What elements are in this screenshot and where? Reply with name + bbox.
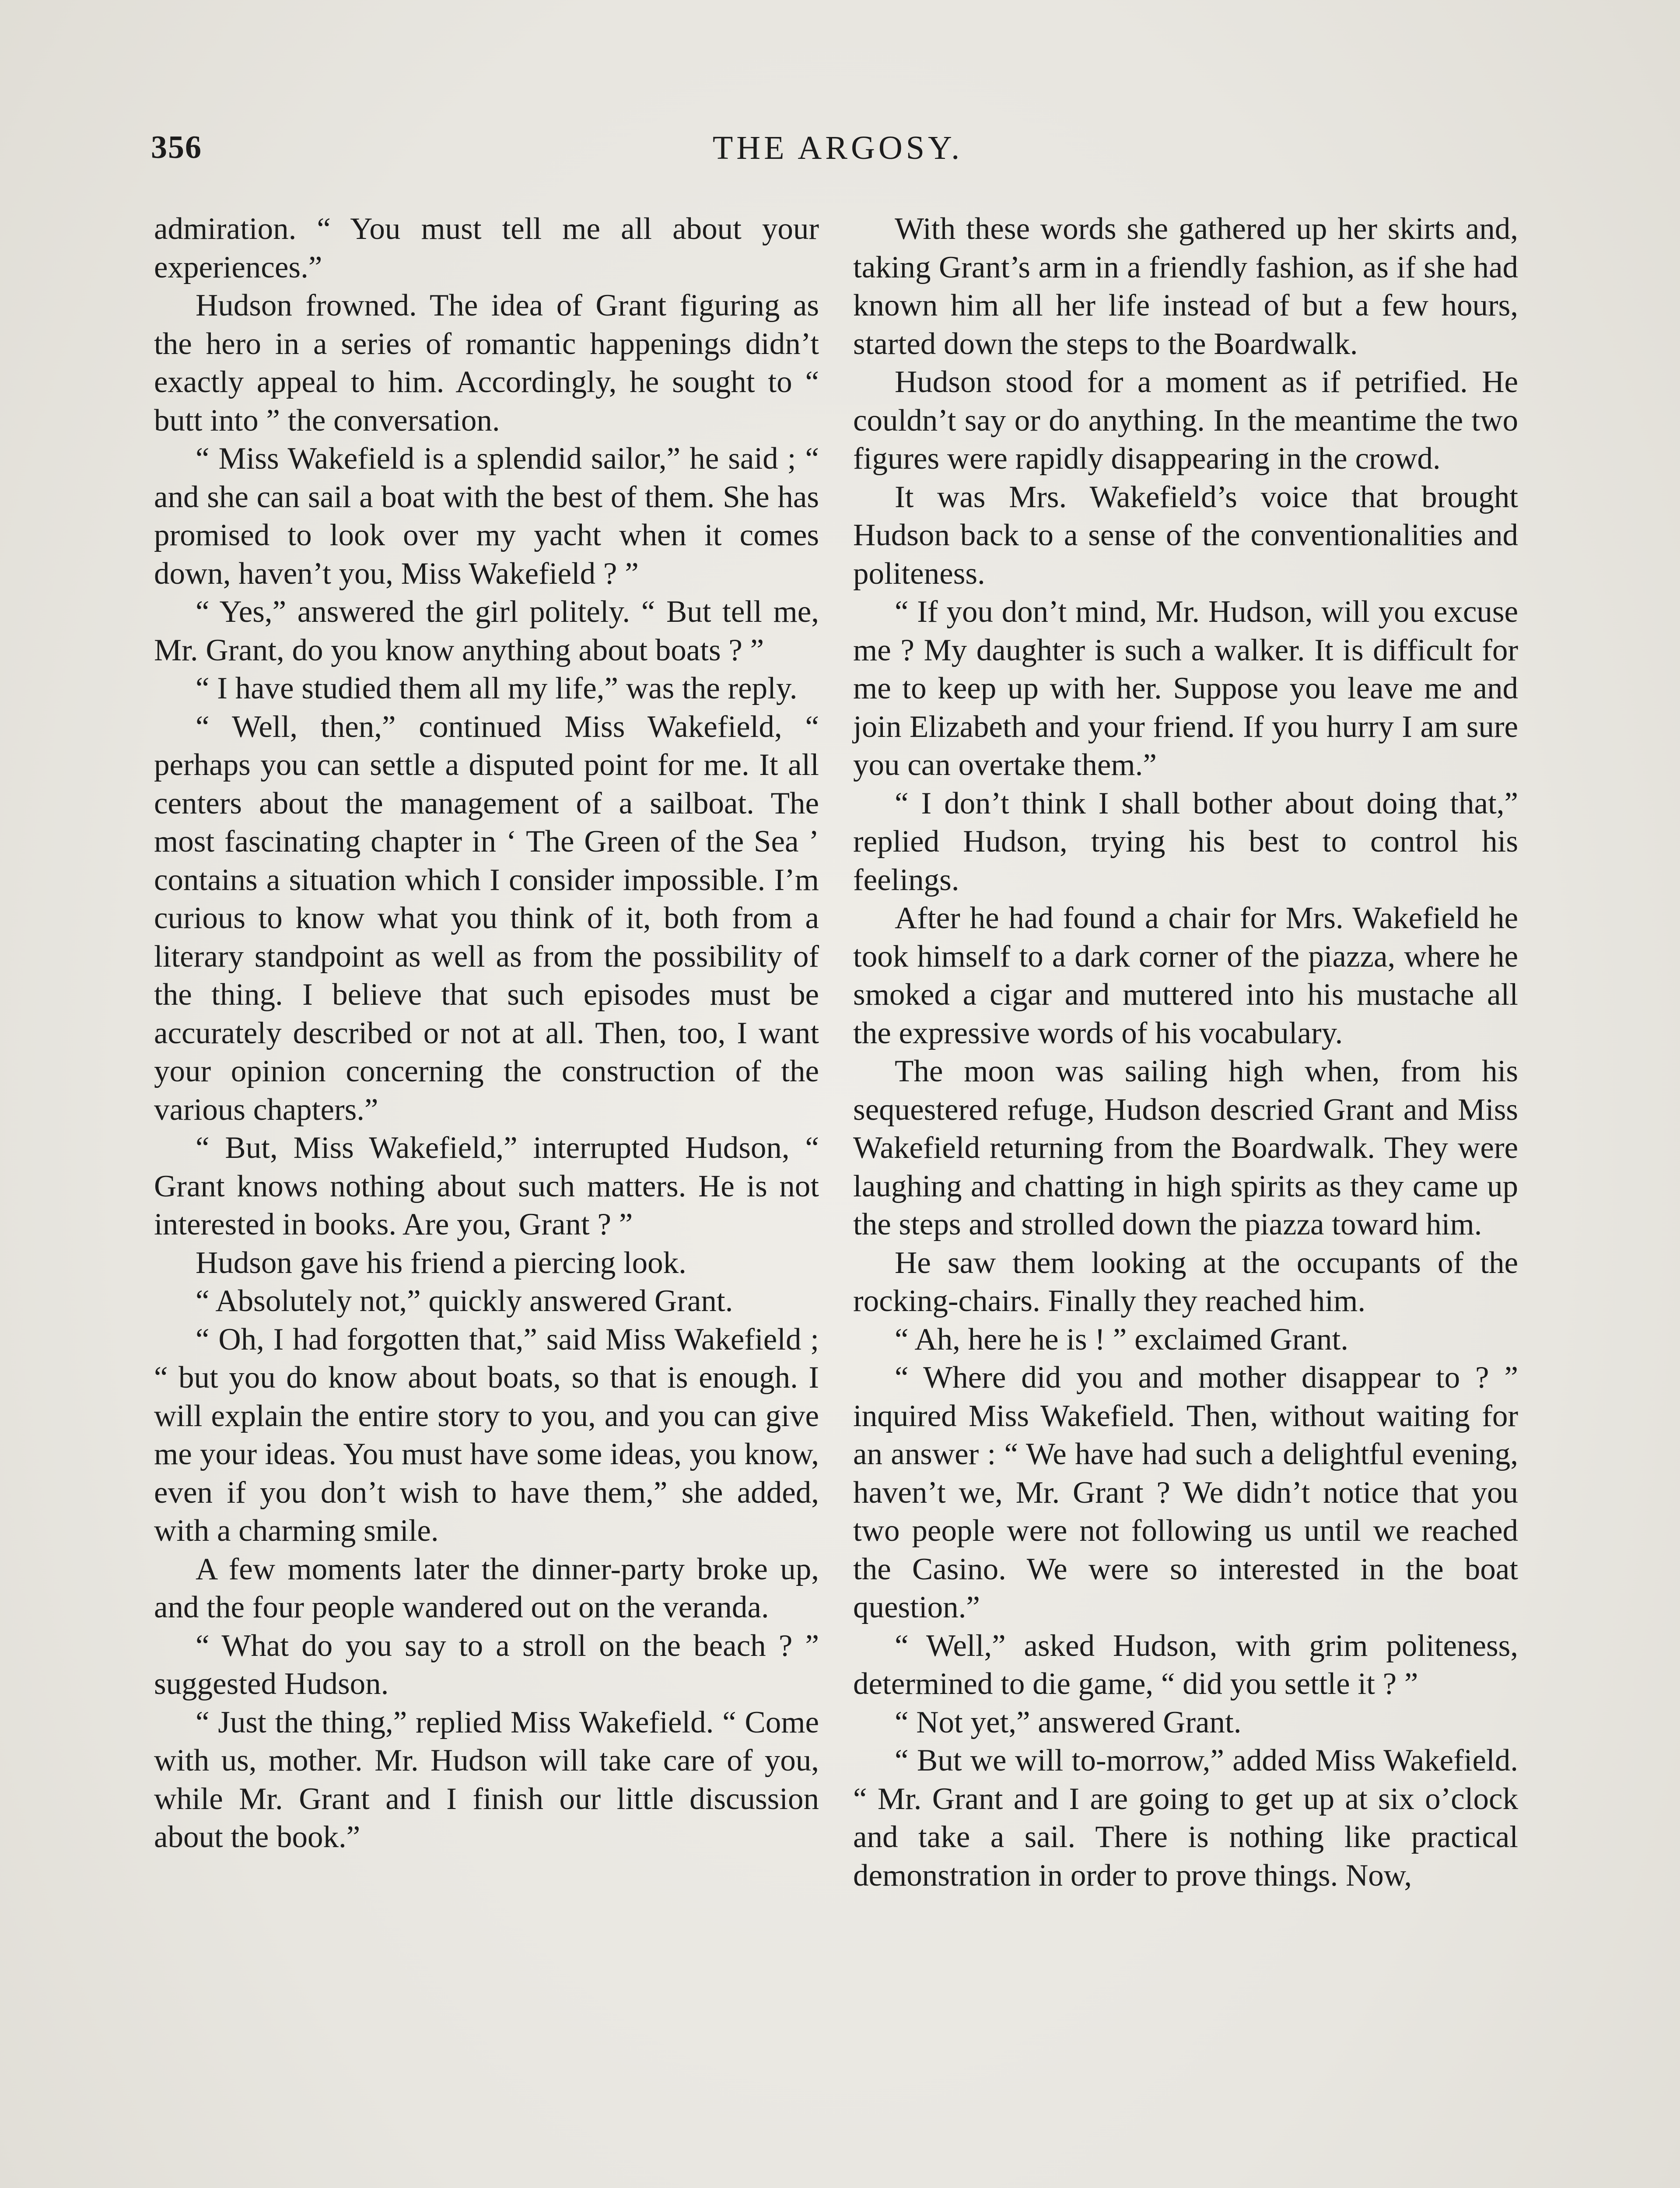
paragraph: “ Not yet,” answered Grant. [895,1705,1242,1739]
paragraph: “ Absolutely not,” quickly answered Grant. [196,1284,733,1318]
left-column [154,210,819,1857]
paragraph: After he had found a chair for Mrs. Wakefield he took himself to a dark corner of the piazza, where he smoked a cigar and muttered into his mustache all the expressive words of his vocabulary. [853,901,1518,1050]
paragraph: He saw them looking at the occupants of the rocking-chairs. Finally they reached him. [853,1245,1518,1318]
paragraph: A few moments later the dinner-party broke up, and the four people wandered out on the veranda. [154,1552,819,1624]
paragraph: “ If you don’t mind, Mr. Hudson, will you excuse me ? My daughter is such a walker. It is difficult for me to keep up with her. Suppose you leave me and join Elizabeth and your friend. If you hurry I am sure you can overtake them.” [853,595,1518,782]
page-header [151,129,1525,177]
paragraph: “ Well,” asked Hudson, with grim politeness, determined to die game, “ did you settle it ? ” [853,1628,1518,1701]
paragraph: “ Well, then,” continued Miss Wakefield, “ perhaps you can settle a disputed point for me. It all centers about the management of a sailboat. The most fascinating chapter in ‘ The Green of the Sea ’ contains a situation which I consider impossible. I’m curious to know what you think of it, both from a literary standpoint as well as from the possibility of the thing. I believe that such episodes must be accurately described or not at all. Then, too, I want your opinion concerning the construction of the various chapters.” [154,709,819,1127]
page-number: 356 [151,130,202,165]
paragraph: “ What do you say to a stroll on the beach ? ” suggested Hudson. [154,1628,819,1701]
paragraph: “ But we will to-morrow,” added Miss Wakefield. “ Mr. Grant and I are going to get up at six o’clock and take a sail. There is nothing like practical demonstration in order to prove things. Now, [853,1743,1518,1893]
paragraph: It was Mrs. Wakefield’s voice that brought Hudson back to a sense of the conventionalities and politeness. [853,480,1518,591]
paragraph: “ Just the thing,” replied Miss Wakefield. “ Come with us, mother. Mr. Hudson will take care of you, while Mr. Grant and I finish our little discussion about the book.” [154,1705,819,1854]
paragraph: admiration. “ You must tell me all about your experiences.” [154,212,819,284]
paragraph: With these words she gathered up her skirts and, taking Grant’s arm in a friendly fashion, as if she had known him all her life instead of but a few hours, started down the steps to the Boardwalk. [853,212,1518,361]
paragraph: The moon was sailing high when, from his sequestered refuge, Hudson descried Grant and Miss Wakefield returning from the Boardwalk. They were laughing and chatting in high spirits as they came up the steps and strolled down the piazza toward him. [853,1054,1518,1241]
right-column [853,210,1518,1895]
paragraph: “ I don’t think I shall bother about doing that,” replied Hudson, trying his best to control his feelings. [853,786,1518,897]
paragraph: Hudson frowned. The idea of Grant figuring as the hero in a series of romantic happenings didn’t exactly appeal to him. Accordingly, he sought to “ butt into ” the conversation. [154,288,819,438]
paragraph: “ I have studied them all my life,” was the reply. [196,671,798,705]
paragraph: “ Where did you and mother disappear to ? ” inquired Miss Wakefield. Then, without waiting for an answer : “ We have had such a delightful evening, haven’t we, Mr. Grant ? We didn’t notice that you two people were not following us until we reached the Casino. We were so interested in the boat question.” [853,1360,1518,1624]
paragraph: “ Yes,” answered the girl politely. “ But tell me, Mr. Grant, do you know anything about boats ? ” [154,595,819,667]
paragraph: “ Oh, I had forgotten that,” said Miss Wakefield ; “ but you do know about boats, so that is enough. I will explain the entire story to you, and you can give me your ideas. You must have some ideas, you know, even if you don’t wish to have them,” she added, with a charming smile. [154,1322,819,1548]
paragraph: Hudson gave his friend a piercing look. [196,1245,686,1280]
running-title: THE ARGOSY. [712,130,963,166]
paragraph: Hudson stood for a moment as if petrified. He couldn’t say or do anything. In the meantime the two figures were rapidly disappearing in the crowd. [853,365,1518,476]
paragraph: “ Ah, here he is ! ” exclaimed Grant. [895,1322,1348,1357]
paragraph: “ But, Miss Wakefield,” interrupted Hudson, “ Grant knows nothing about such matters. He is not interested in books. Are you, Grant ? ” [154,1131,819,1241]
paragraph: “ Miss Wakefield is a splendid sailor,” he said ; “ and she can sail a boat with the best of them. She has promised to look over my yacht when it comes down, haven’t you, Miss Wakefield ? ” [154,442,819,591]
